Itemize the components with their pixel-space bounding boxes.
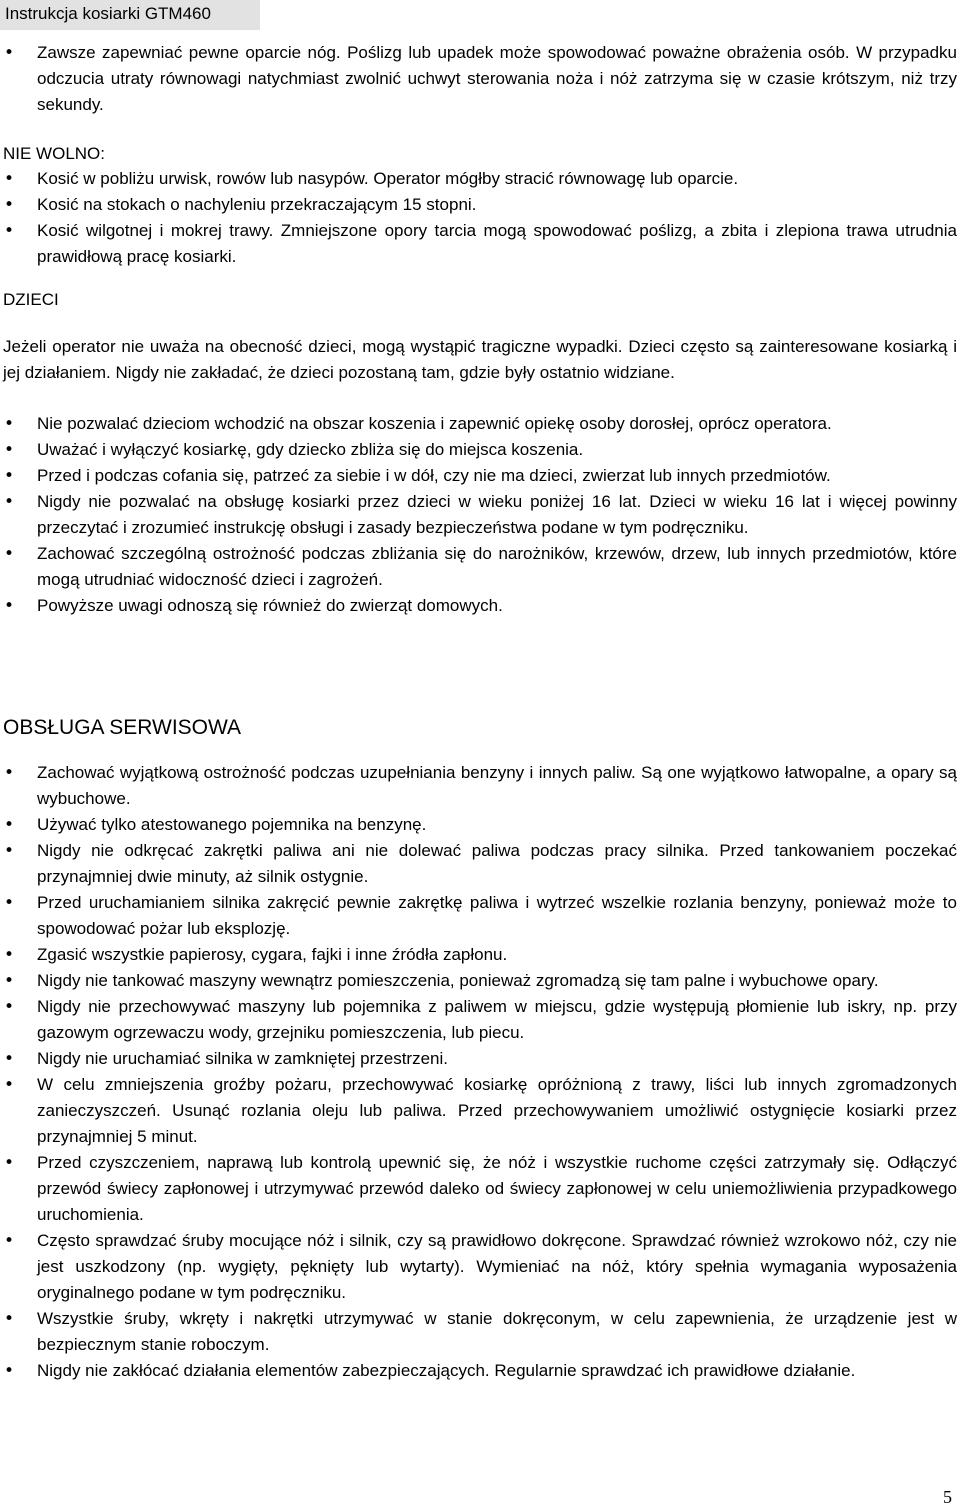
list-item: • Uważać i wyłączyć kosiarkę, gdy dziecko zbliża się do miejsca koszenia. <box>0 437 957 463</box>
list-item: • Nigdy nie zakłócać działania elementów zabezpieczających. Regularnie sprawdzać ich prawidłowe działanie. <box>0 1358 957 1384</box>
footing-warning-list <box>0 40 957 118</box>
list-item: • Często sprawdzać śruby mocujące nóż i silnik, czy są prawidłowo dokręcone. Sprawdzać również wzrokowo nóż, czy nie jest uszkodzony (np. wygięty, pęknięty lub wytarty). Wymieniać na nóż, który spełnia wymagania wyposażenia oryginalnego podane w tym podręczniku. <box>0 1228 957 1306</box>
list-item: • Używać tylko atestowanego pojemnika na benzynę. <box>0 812 957 838</box>
list-item: • W celu zmniejszenia groźby pożaru, przechowywać kosiarkę opróżnioną z trawy, liści lub innych zgromadzonych zanieczyszczeń. Usunąć rozlania oleju lub paliwa. Przed przechowywaniem umożliwić ostygnięcie kosiarki przez przynajmniej 5 minut. <box>0 1072 957 1150</box>
list-item: • Nie pozwalać dzieciom wchodzić na obszar koszenia i zapewnić opiekę osoby dorosłej, oprócz operatora. <box>0 411 957 437</box>
list-item: • Przed i podczas cofania się, patrzeć za siebie i w dół, czy nie ma dzieci, zwierzat lub innych przedmiotów. <box>0 463 957 489</box>
list-item: • Zachować szczególną ostrożność podczas zbliżania się do narożników, krzewów, drzew, lub innych przedmiotów, które mogą utrudniać widoczność dzieci i zagrożeń. <box>0 541 957 593</box>
list-item: • Zachować wyjątkową ostrożność podczas uzupełniania benzyny i innych paliw. Są one wyjątkowo łatwopalne, a opary są wybuchowe. <box>0 760 957 812</box>
list-item: • Przed czyszczeniem, naprawą lub kontrolą upewnić się, że nóż i wszystkie ruchome części zatrzymały się. Odłączyć przewód świecy zapłonowej i utrzymywać przewód daleko od świecy zapłonowej w celu uniemożliwienia przypadkowego uruchomienia. <box>0 1150 957 1228</box>
list-item: • Nigdy nie przechowywać maszyny lub pojemnika z paliwem w miejscu, gdzie występują płomienie lub iskry, np. przy gazowym ogrzewaczu wody, grzejniku pomieszczenia, lub piecu. <box>0 994 957 1046</box>
list-item: • Kosić na stokach o nachyleniu przekraczającym 15 stopni. <box>0 192 957 218</box>
running-header <box>0 0 260 30</box>
list-item: • Nigdy nie uruchamiać silnika w zamkniętej przestrzeni. <box>0 1046 957 1072</box>
section-heading-children: DZIECI <box>3 290 59 309</box>
section-heading-service: OBSŁUGA SERWISOWA <box>3 716 242 739</box>
prohibition-label: NIE WOLNO: <box>3 144 106 163</box>
page-number: 5 <box>943 1487 952 1507</box>
list-item: • Nigdy nie tankować maszyny wewnątrz pomieszczenia, ponieważ zgromadzą się tam palne i wybuchowe opary. <box>0 968 957 994</box>
prohibition-list <box>0 166 957 270</box>
list-item: • Przed uruchamianiem silnika zakręcić pewnie zakrętkę paliwa i wytrzeć wszelkie rozlania benzyny, ponieważ może to spowodować pożar lub eksplozję. <box>0 890 957 942</box>
list-item: • Nigdy nie pozwalać na obsługę kosiarki przez dzieci w wieku poniżej 16 lat. Dzieci w wieku 16 lat i więcej powinny przeczytać i zrozumieć instrukcję obsługi i zasady bezpieczeństwa podane w tym podręczniku. <box>0 489 957 541</box>
list-item: • Kosić wilgotnej i mokrej trawy. Zmniejszone opory tarcia mogą spowodować poślizg, a zbita i zlepiona trawa utrudnia prawidłową pracę kosiarki. <box>0 218 957 270</box>
list-item: • Wszystkie śruby, wkręty i nakrętki utrzymywać w stanie dokręconym, w celu zapewnienia, że urządzenie jest w bezpiecznym stanie roboczym. <box>0 1306 957 1358</box>
list-item: • Nigdy nie odkręcać zakrętki paliwa ani nie dolewać paliwa podczas pracy silnika. Przed tankowaniem poczekać przynajmniej dwie minuty, aż silnik ostygnie. <box>0 838 957 890</box>
list-item: • Powyższe uwagi odnoszą się również do zwierząt domowych. <box>0 593 957 619</box>
children-safety-list <box>0 411 957 619</box>
service-safety-list <box>0 760 957 1384</box>
children-intro-paragraph: Jeżeli operator nie uważa na obecność dzieci, mogą wystąpić tragiczne wypadki. Dzieci często są zainteresowane kosiarką i jej działaniem. Nigdy nie zakładać, że dzieci pozostaną tam, gdzie były ostatnio widziane. <box>3 337 957 382</box>
list-item: • Kosić w pobliżu urwisk, rowów lub nasypów. Operator mógłby stracić równowagę lub oparcie. <box>0 166 957 192</box>
list-item: • Zgasić wszystkie papierosy, cygara, fajki i inne źródła zapłonu. <box>0 942 957 968</box>
list-item: • Zawsze zapewniać pewne oparcie nóg. Poślizg lub upadek może spowodować poważne obrażenia osób. W przypadku odczucia utraty równowagi natychmiast zwolnić uchwyt sterowania noża i nóż zatrzyma się w czasie krótszym, niż trzy sekundy. <box>0 40 957 118</box>
document-title: Instrukcja kosiarki GTM460 <box>5 4 211 23</box>
